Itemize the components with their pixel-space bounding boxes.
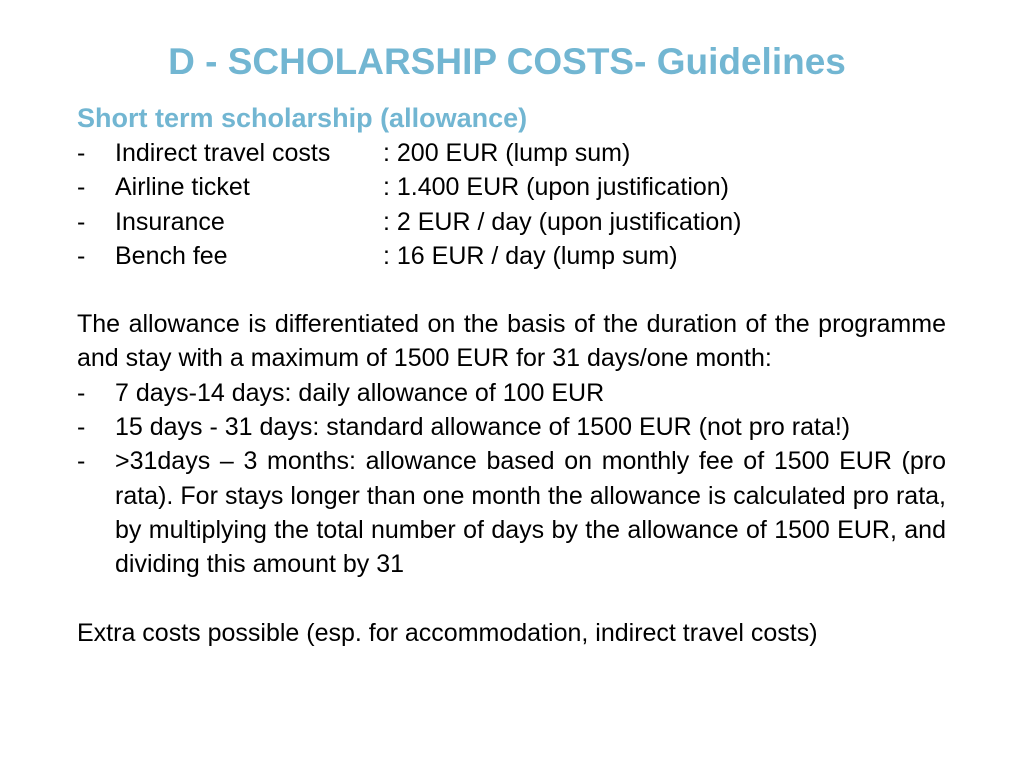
spacer: [77, 582, 946, 616]
cost-item: [77, 170, 946, 204]
allowance-rule-text: 7 days-14 days: daily allowance of 100 EUR: [115, 378, 605, 407]
cost-value: : 16 EUR / day (lump sum): [383, 241, 678, 270]
bullet-dash: -: [77, 173, 86, 202]
allowance-rule: [77, 444, 946, 581]
spacer: [77, 273, 946, 307]
allowance-rules-list: [77, 376, 946, 582]
cost-item: [77, 239, 946, 273]
section-subtitle: Short term scholarship (allowance): [77, 103, 528, 133]
cost-item: [77, 136, 946, 170]
extra-costs-note: Extra costs possible (esp. for accommodation, indirect travel costs): [77, 618, 818, 647]
slide-title: D - SCHOLARSHIP COSTS- Guidelines: [168, 41, 846, 82]
cost-value: : 2 EUR / day (upon justification): [383, 207, 742, 236]
bullet-dash: -: [77, 378, 86, 407]
cost-label: Indirect travel costs: [115, 139, 331, 167]
cost-item: [77, 205, 946, 239]
bullet-dash: -: [77, 139, 86, 167]
allowance-rule-text: 15 days - 31 days: standard allowance of 1500 EUR (not pro rata!): [115, 413, 851, 442]
cost-value: : 200 EUR (lump sum): [383, 139, 631, 167]
bullet-dash: -: [77, 207, 86, 236]
bullet-dash: -: [77, 413, 86, 442]
bullet-dash: -: [77, 241, 86, 270]
allowance-rule-text: >31days – 3 months: allowance based on monthly fee of 1500 EUR (pro rata). For stays longer than one month the allowance is calculated pro rata, by multiplying the total number of days by the allowance of 1500 EUR, and dividing this amount by 31: [115, 447, 946, 579]
cost-label: Bench fee: [115, 241, 228, 270]
allowance-intro: The allowance is differentiated on the basis of the duration of the programme and stay with a maximum of 1500 EUR for 31 days/one month:: [77, 310, 946, 373]
bullet-dash: -: [77, 447, 86, 476]
allowance-rule: [77, 376, 946, 410]
allowance-rule: [77, 410, 946, 444]
cost-list: [77, 136, 946, 273]
slide-content: [77, 100, 946, 650]
cost-label: Insurance: [115, 207, 225, 236]
cost-value: : 1.400 EUR (upon justification): [383, 173, 730, 202]
cost-label: Airline ticket: [115, 173, 250, 202]
